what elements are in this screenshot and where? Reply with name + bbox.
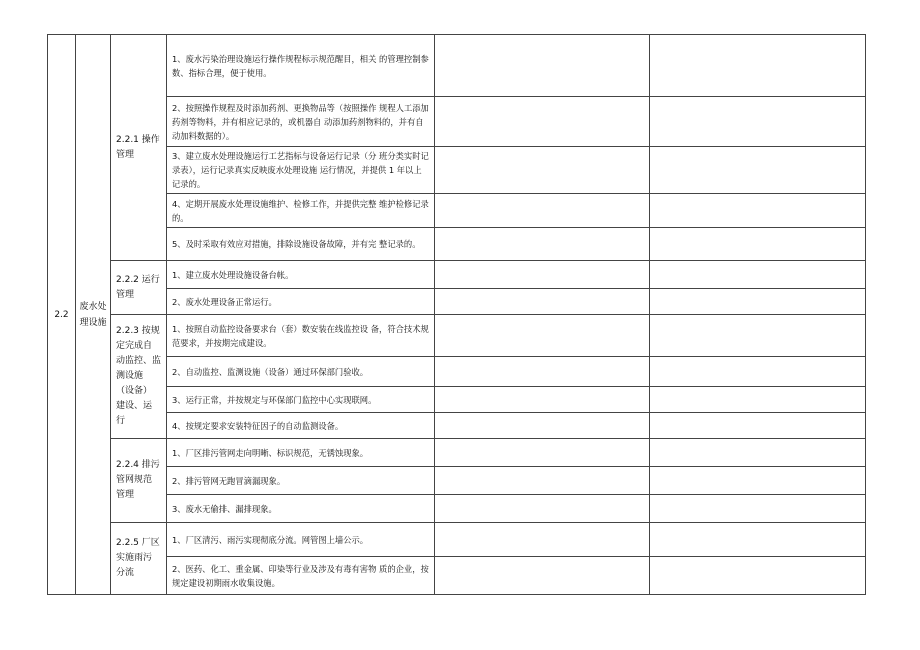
score-cell bbox=[435, 228, 650, 261]
criteria-item: 1、废水污染治理设施运行操作规程标示规范醒目，相关 的管理控制参数、指标合理，便于使用。 bbox=[167, 35, 435, 97]
table-row bbox=[48, 495, 866, 523]
score-cell bbox=[435, 315, 650, 357]
criteria-item: 3、废水无偷排、漏排现象。 bbox=[167, 495, 435, 523]
remark-cell bbox=[650, 557, 866, 595]
remark-cell bbox=[650, 523, 866, 557]
score-cell bbox=[435, 261, 650, 289]
subsection-title: 2.2.4 排污管网规范 管理 bbox=[111, 439, 167, 523]
table-row bbox=[48, 357, 866, 387]
score-cell bbox=[435, 35, 650, 97]
table-row bbox=[48, 147, 866, 194]
criteria-item: 2、废水处理设备正常运行。 bbox=[167, 289, 435, 315]
table-row bbox=[48, 261, 866, 289]
remark-cell bbox=[650, 228, 866, 261]
criteria-item: 3、运行正常，并按规定与环保部门监控中心实现联网。 bbox=[167, 387, 435, 413]
section-number: 2.2 bbox=[48, 35, 76, 595]
score-cell bbox=[435, 97, 650, 147]
subsection-title: 2.2.5 厂区实施雨污 分流 bbox=[111, 523, 167, 595]
table-row bbox=[48, 439, 866, 467]
criteria-item: 2、自动监控、监测设施（设备）通过环保部门验收。 bbox=[167, 357, 435, 387]
score-cell bbox=[435, 557, 650, 595]
remark-cell bbox=[650, 439, 866, 467]
inspection-table-page bbox=[47, 34, 865, 595]
table-row bbox=[48, 523, 866, 557]
table-row bbox=[48, 289, 866, 315]
subsection-title: 2.2.3 按规定完成自 动监控、监测设施 （设备） 建设、运 行 bbox=[111, 315, 167, 439]
criteria-item: 1、厂区清污、雨污实现彻底分流。网管图上墙公示。 bbox=[167, 523, 435, 557]
criteria-item: 3、建立废水处理设施运行工艺指标与设备运行记录（分 班分类实时记录表），运行记录真实反映废水处理设施 运行情况，并提供 1 年以上记录的。 bbox=[167, 147, 435, 194]
remark-cell bbox=[650, 147, 866, 194]
criteria-item: 1、建立废水处理设施设备台帐。 bbox=[167, 261, 435, 289]
remark-cell bbox=[650, 289, 866, 315]
table-row bbox=[48, 194, 866, 228]
score-cell bbox=[435, 467, 650, 495]
inspection-table bbox=[47, 34, 866, 595]
criteria-item: 1、厂区排污管网走向明晰、标识规范，无锈蚀现象。 bbox=[167, 439, 435, 467]
remark-cell bbox=[650, 261, 866, 289]
criteria-item: 1、按照自动监控设备要求台（套）数安装在线监控设 备，符合技术规范要求，并按期完成建设。 bbox=[167, 315, 435, 357]
table-row bbox=[48, 557, 866, 595]
remark-cell bbox=[650, 413, 866, 439]
score-cell bbox=[435, 357, 650, 387]
score-cell bbox=[435, 387, 650, 413]
remark-cell bbox=[650, 357, 866, 387]
subsection-title: 2.2.1 操作管理 bbox=[111, 35, 167, 261]
remark-cell bbox=[650, 467, 866, 495]
table-row bbox=[48, 413, 866, 439]
remark-cell bbox=[650, 35, 866, 97]
section-name: 废水处理设施 bbox=[76, 35, 111, 595]
score-cell bbox=[435, 439, 650, 467]
remark-cell bbox=[650, 97, 866, 147]
criteria-item: 5、及时采取有效应对措施，排除设施设备故障，并有完 整记录的。 bbox=[167, 228, 435, 261]
table-row bbox=[48, 315, 866, 357]
remark-cell bbox=[650, 194, 866, 228]
remark-cell bbox=[650, 315, 866, 357]
criteria-item: 4、定期开展废水处理设施维护、检修工作，并提供完整 维护检修记录的。 bbox=[167, 194, 435, 228]
score-cell bbox=[435, 495, 650, 523]
remark-cell bbox=[650, 387, 866, 413]
score-cell bbox=[435, 194, 650, 228]
score-cell bbox=[435, 523, 650, 557]
criteria-item: 2、排污管网无跑冒滴漏现象。 bbox=[167, 467, 435, 495]
criteria-item: 4、按规定要求安装特征因子的自动监测设备。 bbox=[167, 413, 435, 439]
score-cell bbox=[435, 413, 650, 439]
criteria-item: 2、按照操作规程及时添加药剂、更换物品等（按照操作 规程人工添加药剂等物料，并有相应记录的，或机器自 动添加药剂物料的，并有自动加料数据的）。 bbox=[167, 97, 435, 147]
score-cell bbox=[435, 147, 650, 194]
table-row bbox=[48, 35, 866, 97]
table-row bbox=[48, 228, 866, 261]
score-cell bbox=[435, 289, 650, 315]
criteria-item: 2、医药、化工、重金属、印染等行业及涉及有毒有害物 质的企业，按规定建设初期雨水收集设施。 bbox=[167, 557, 435, 595]
table-row bbox=[48, 97, 866, 147]
remark-cell bbox=[650, 495, 866, 523]
subsection-title: 2.2.2 运行管理 bbox=[111, 261, 167, 315]
table-row bbox=[48, 467, 866, 495]
table-row bbox=[48, 387, 866, 413]
